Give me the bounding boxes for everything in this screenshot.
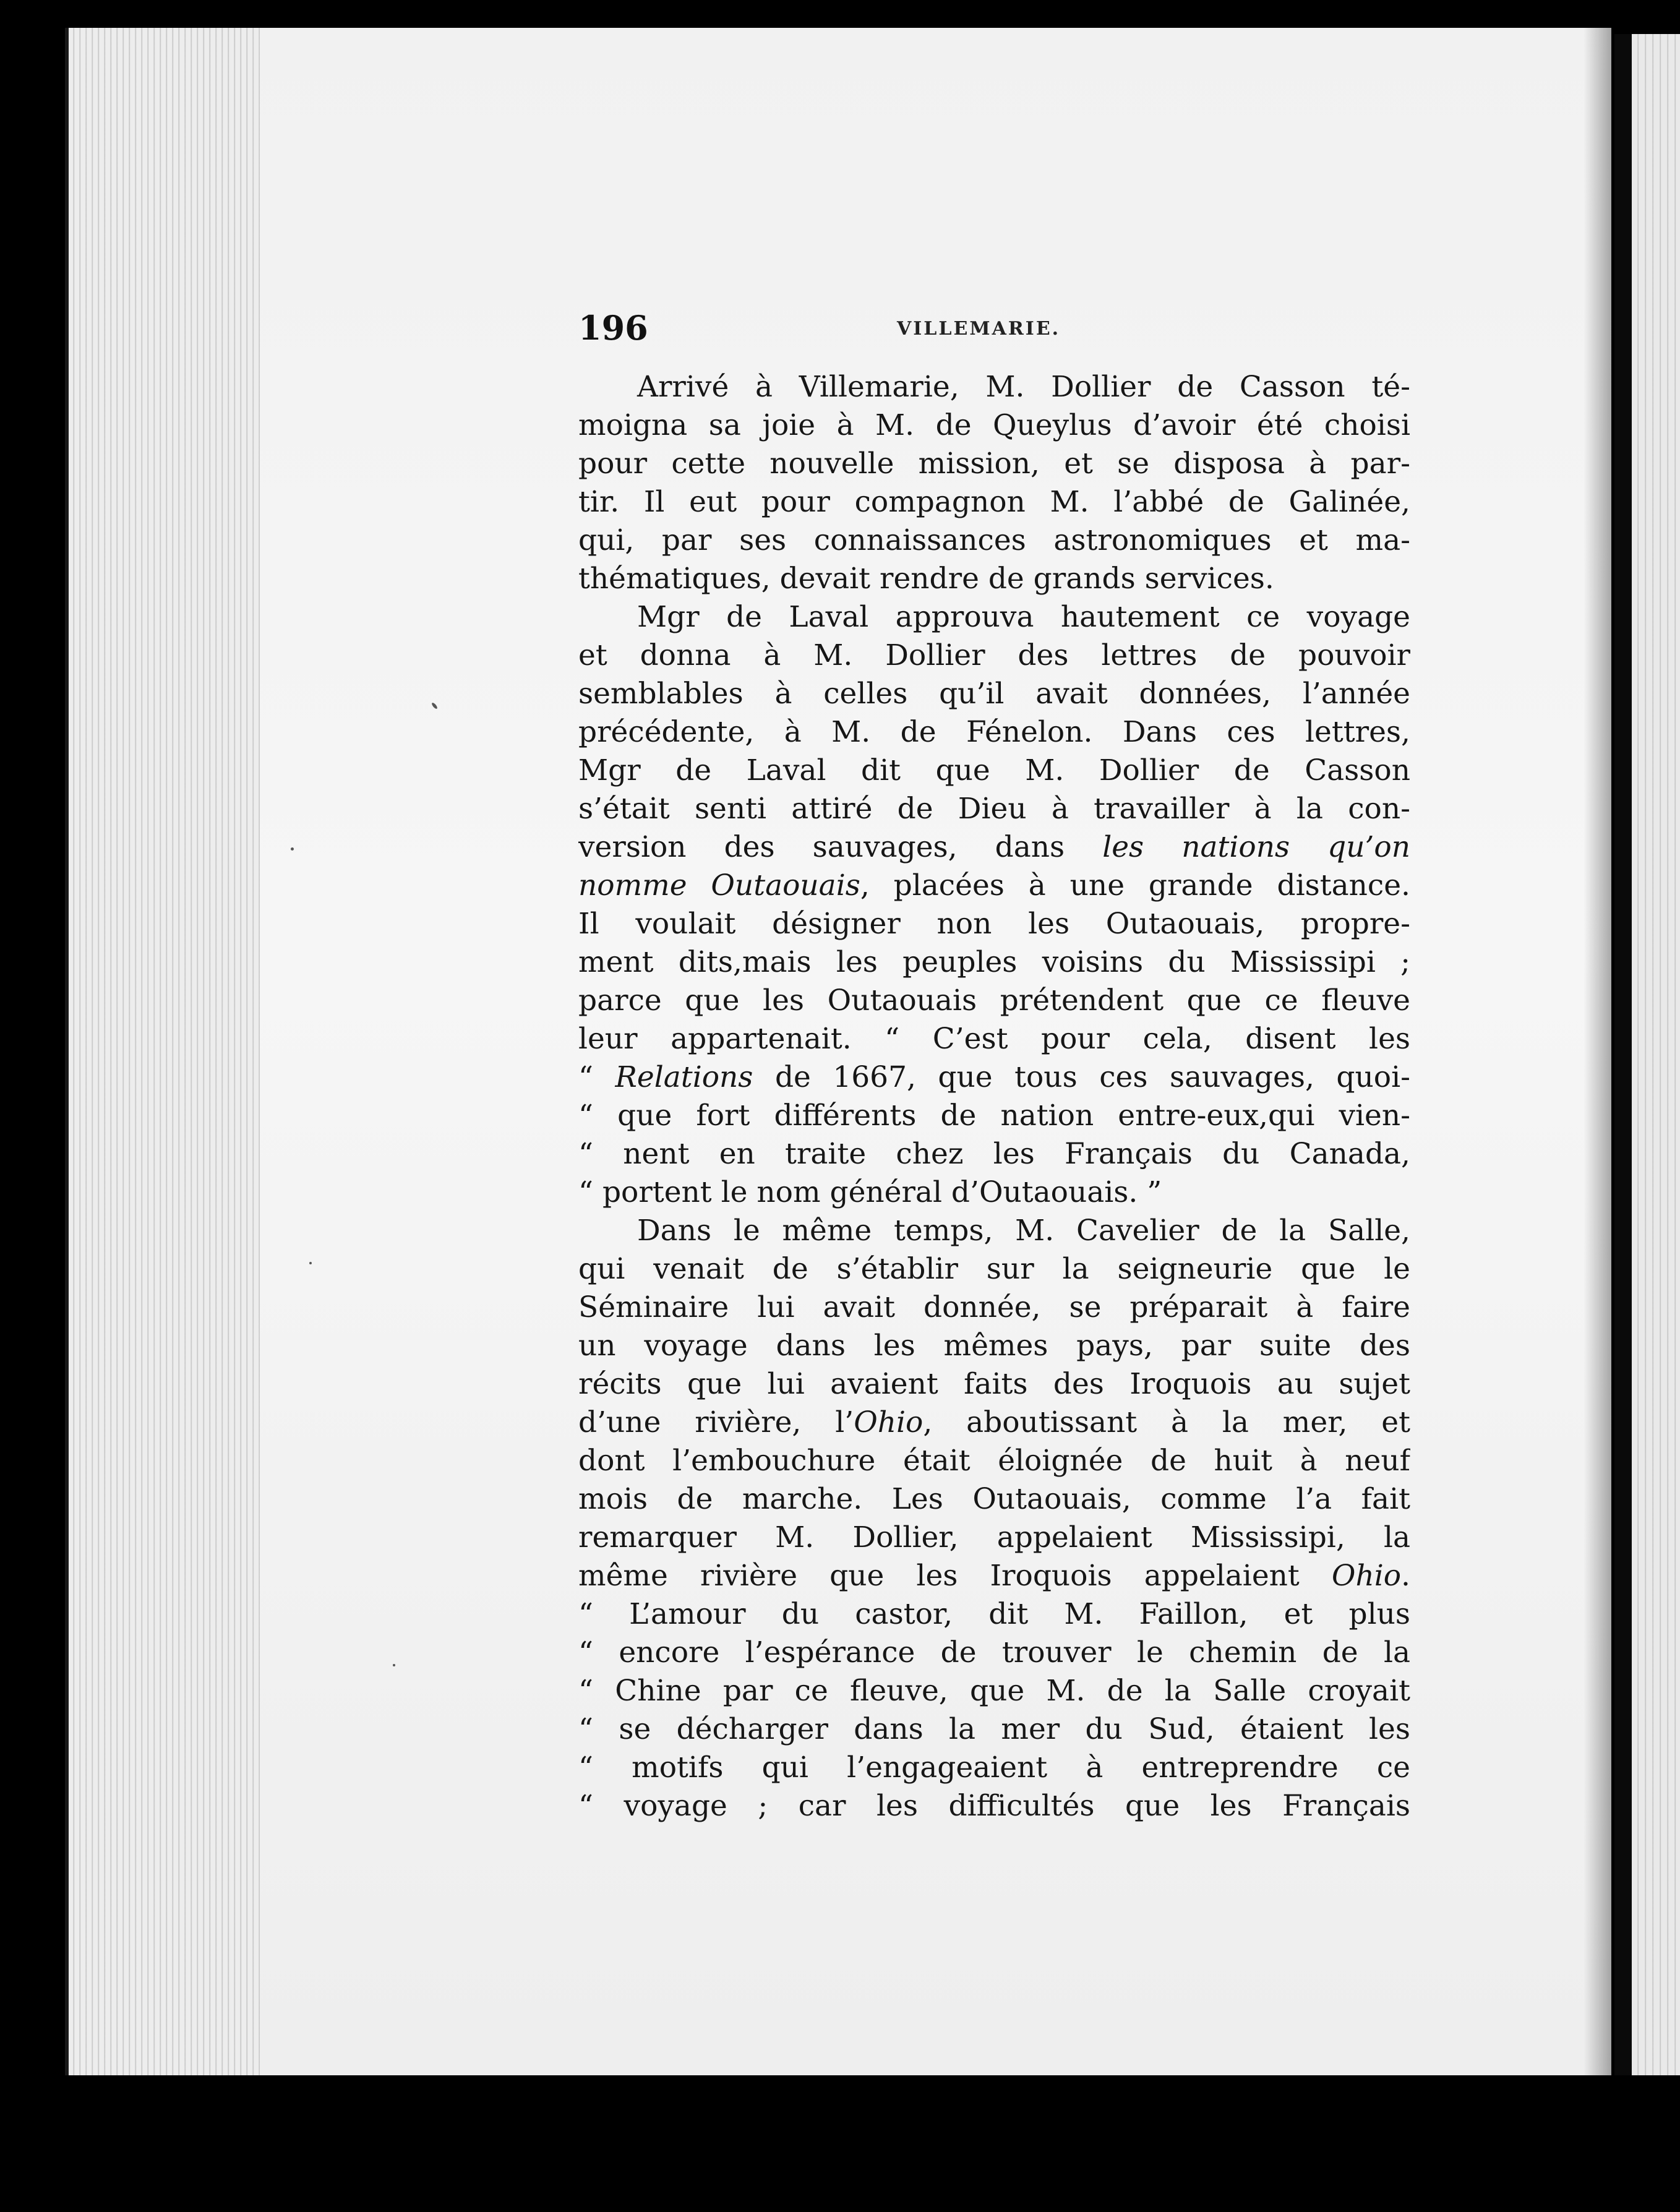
text-line: version des sauvages, dans les nations qu’on: [578, 830, 1410, 864]
text-line: “ portent le nom général d’Outaouais. ”: [578, 1175, 1162, 1209]
text-line: pour cette nouvelle mission, et se disposa à par-: [578, 447, 1410, 481]
text-line: tir. Il eut pour compagnon M. l’abbé de Galinée,: [578, 485, 1410, 519]
text-line: même rivière que les Iroquois appelaient Ohio.: [578, 1559, 1410, 1593]
next-page-edge: [1632, 34, 1680, 2075]
text-line: Il voulait désigner non les Outaouais, propre-: [578, 907, 1410, 941]
text-line: et donna à M. Dollier des lettres de pouvoir: [578, 638, 1410, 672]
text-line: thématiques, devait rendre de grands services.: [578, 562, 1274, 596]
text-line: Dans le même temps, M. Cavelier de la Salle,: [637, 1214, 1410, 1248]
text-line: dont l’embouchure était éloignée de huit à neuf: [578, 1444, 1410, 1478]
running-head: VILLEMARIE.: [897, 318, 1061, 340]
gutter-bar: [1614, 34, 1632, 2075]
text-line: nomme Outaouais, placées à une grande distance.: [578, 868, 1410, 902]
text-line: qui, par ses connaissances astronomiques et ma-: [578, 523, 1410, 557]
text-line: un voyage dans les mêmes pays, par suite des: [578, 1329, 1410, 1363]
text-line: “ que fort différents de nation entre-eux,qui vien-: [578, 1099, 1410, 1133]
text-line: qui venait de s’établir sur la seigneurie que le: [578, 1252, 1410, 1286]
text-line: “ se décharger dans la mer du Sud, étaient les: [578, 1712, 1410, 1746]
page-number: 196: [578, 308, 648, 348]
text-line: leur appartenait. “ C’est pour cela, disent les: [578, 1022, 1410, 1056]
text-line: s’était senti attiré de Dieu à travailler à la con-: [578, 792, 1410, 826]
text-line: mois de marche. Les Outaouais, comme l’a fait: [578, 1482, 1410, 1516]
text-line: remarquer M. Dollier, appelaient Mississipi, la: [578, 1520, 1410, 1554]
text-line: “ motifs qui l’engageaient à entreprendre ce: [578, 1751, 1410, 1785]
page-edges: [65, 28, 267, 2075]
text-line: “ Relations de 1667, que tous ces sauvages, quoi-: [578, 1060, 1410, 1094]
text-line: Mgr de Laval dit que M. Dollier de Casson: [578, 753, 1410, 787]
text-line: Séminaire lui avait donnée, se préparait à faire: [578, 1290, 1410, 1324]
text-line: parce que les Outaouais prétendent que ce fleuve: [578, 984, 1410, 1018]
body-text: [578, 368, 1410, 1825]
gutter-shadow: [1584, 28, 1614, 2075]
text-line: précédente, à M. de Fénelon. Dans ces lettres,: [578, 715, 1410, 749]
text-line: Mgr de Laval approuva hautement ce voyage: [637, 600, 1410, 634]
text-line: “ Chine par ce fleuve, que M. de la Salle croyait: [578, 1674, 1410, 1708]
text-line: Arrivé à Villemarie, M. Dollier de Casson té-: [637, 370, 1410, 404]
text-line: “ L’amour du castor, dit M. Faillon, et plus: [578, 1597, 1410, 1631]
text-line: ment dits,mais les peuples voisins du Mississipi ;: [578, 945, 1410, 979]
page-header: [578, 306, 1410, 349]
text-line: “ voyage ; car les difficultés que les Français: [578, 1789, 1410, 1823]
text-line: d’une rivière, l’Ohio, aboutissant à la mer, et: [578, 1405, 1410, 1439]
text-line: semblables à celles qu’il avait données, l’année: [578, 677, 1410, 711]
text-line: récits que lui avaient faits des Iroquois au sujet: [578, 1367, 1410, 1401]
text-line: “ encore l’espérance de trouver le chemin de la: [578, 1635, 1410, 1670]
scan-border: [0, 2075, 1680, 2212]
text-line: moigna sa joie à M. de Queylus d’avoir été choisi: [578, 408, 1410, 442]
text-line: “ nent en traite chez les Français du Canada,: [578, 1137, 1410, 1171]
